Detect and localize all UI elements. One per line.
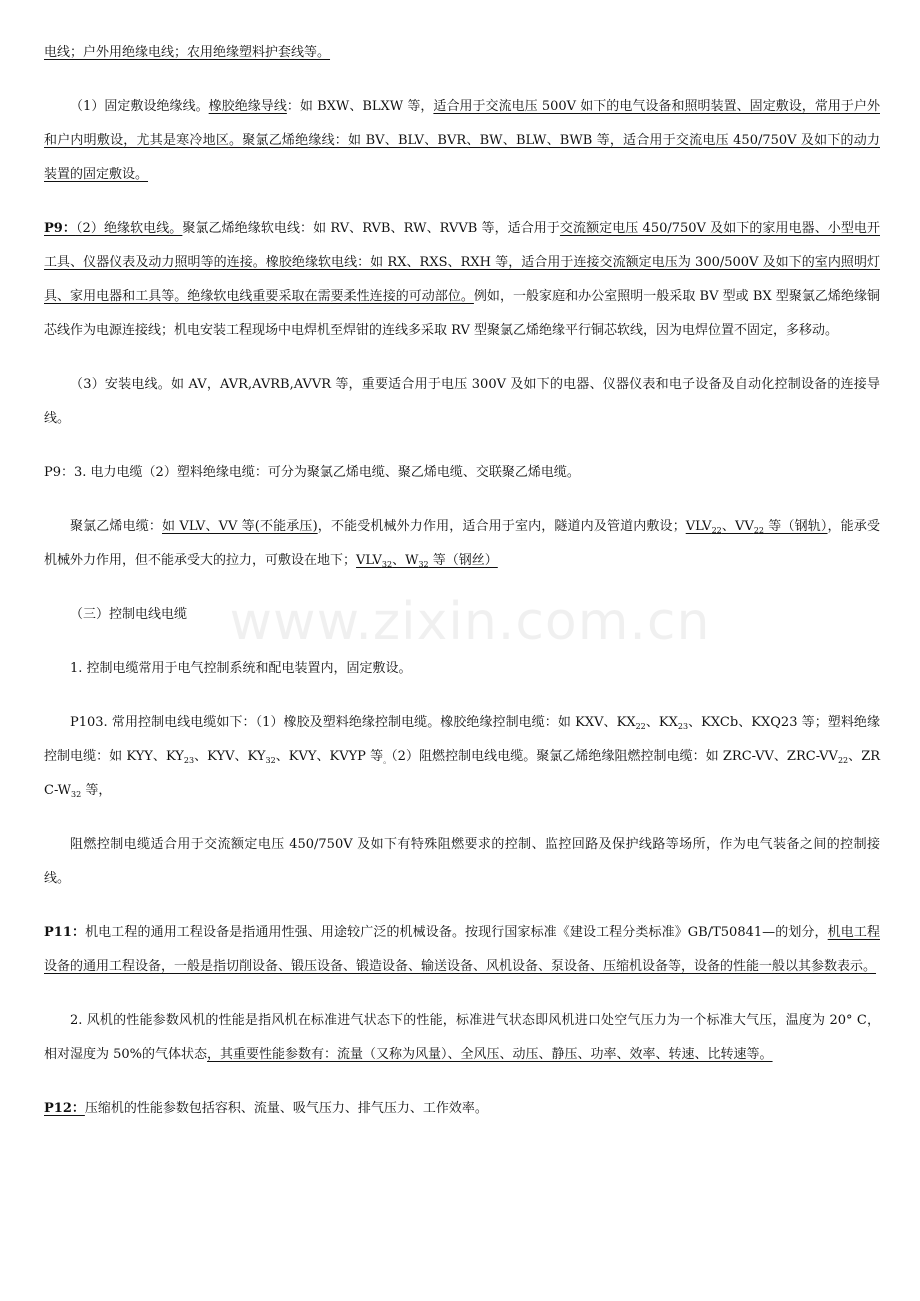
subscript: 23 <box>677 722 689 731</box>
text-run: 阻燃控制电缆适合用于交流额定电压 450/750V 及如下有特殊阻燃要求的控制、监控回路及保护线路等场所，作为电气装备之间的控制接线。 <box>44 837 880 886</box>
text-run-underlined: 适合用于交流电压 500V 如下的电气设备和照明装置、固定敷设，常用于户外和户内明敷设，尤其是寒冷地区。聚氯乙烯绝缘线：如 BV、BLV、BVR、BW、BLW、BWB 等，适合用于交流电压 450/750V 及如下的动力装置的固定敷设。 <box>44 99 880 182</box>
text-run: 2. 风机的性能参数风机的性能是指风机在标准进气状态下的性能，标准进气状态即风机进口处空气压力为一个标准大气压，温度为 20° C，相对湿度为 50%的气体状态 <box>44 1013 880 1062</box>
text-run: （1）固定敷设绝缘线。 <box>70 99 209 114</box>
subscript: 23 <box>183 756 195 765</box>
subscript: 。 <box>383 756 392 765</box>
subscript: 22 <box>635 722 646 731</box>
subscript: 32 <box>381 560 393 569</box>
paragraph-2 <box>44 90 880 192</box>
text-run: 等（钢丝） <box>428 553 498 568</box>
text-run: P103. 常用控制电线电缆如下：（1）橡胶及塑料绝缘控制电缆。橡胶绝缘控制电缆：如 KXV、KX <box>70 715 636 730</box>
section-heading: （三）控制电线电缆 <box>70 607 188 622</box>
text-run-underlined: 机电工程设备的通用工程设备，一般是指切削设备、锻压设备、锻造设备、输送设备、风机设备、泵设备、压缩机设备等，设备的性能一般以其参数表示。 <box>44 925 880 974</box>
text-run: 聚氯乙烯电缆： <box>70 519 163 534</box>
text-run: ，能承受机械外力作用，但不能承受大的拉力，可敷设在地下； <box>44 519 880 568</box>
paragraph-1 <box>44 36 880 70</box>
paragraph-4 <box>44 368 880 436</box>
text-run: 机电工程的通用工程设备是指通用性强、用途较广泛的机械设备。按现行国家标准《建设工程分类标准》GB/T50841—的划分， <box>85 925 828 940</box>
text-run: 、VV <box>721 519 754 534</box>
text-run-underlined: 如 VLV、VV 等(不能承压) <box>162 519 318 534</box>
text-run-underlined: （2）绝缘软电线。 <box>75 221 183 236</box>
text-run: （2）阻燃控制电线电缆。聚氯乙烯绝缘阻燃控制电缆：如 ZRC-VV、ZRC-VV <box>391 749 838 764</box>
subscript: 22 <box>711 526 722 535</box>
text-run: ，不能受机械外力作用，适合用于室内，隧道内及管道内敷设； <box>317 519 686 534</box>
text-run-underlined: 橡胶绝缘导线 <box>208 99 287 114</box>
subscript: 22 <box>837 756 849 765</box>
text-run: 等， <box>81 783 112 798</box>
text-run: ：如 BXW、BLXW 等， <box>286 99 434 114</box>
paragraph-5 <box>44 456 880 490</box>
text-run: （3）安装电线。如 AV，AVR,AVRB,AVVR 等，重要适合用于电压 300V 及如下的电器、仪器仪表和电子设备及自动化控制设备的连接导线。 <box>44 377 880 426</box>
paragraph-3 <box>44 212 880 348</box>
text-run: 、KYV、KY <box>194 749 266 764</box>
document-page <box>44 36 880 1126</box>
text-run: 、KX <box>645 715 678 730</box>
text-run: 、ZRC-W <box>44 749 881 798</box>
text-run: VLV <box>356 553 382 568</box>
paragraph-8 <box>44 652 880 686</box>
subscript: 32 <box>265 756 276 765</box>
paragraph-10 <box>44 828 880 896</box>
page-ref: P12： <box>44 1101 85 1116</box>
text-run: 、W <box>392 553 419 568</box>
text-run: 、KXCb、KXQ23 等；塑料绝缘控制电缆：如 KYY、KY <box>44 715 880 764</box>
text-run: 例如，一般家庭和办公室照明一般采取 BV 型或 BX 型聚氯乙烯绝缘铜芯线作为电源连接线；机电安装工程现场中电焊机至焊钳的连线多采取 RV 型聚氯乙烯绝缘平行铜芯软线，因为电焊位置不固定，多移动。 <box>44 289 880 338</box>
text-run: 、KVY、KVYP 等 <box>275 749 384 764</box>
page-ref: P9： <box>44 221 76 236</box>
text-run-underlined: 交流额定电压 450/750V 及如下的家用电器、小型电开工具、仪器仪表及动力照明等的连接。橡胶绝缘软电线：如 RX、RXS、RXH 等，适合用于连接交流额定电压为 300/500V 及如下的室内照明灯具、家用电器和工具等。绝缘软电线重要采取在需要柔性连接的可动部位。 <box>44 221 880 304</box>
text-run: 1. 控制电缆常用于电气控制系统和配电装置内，固定敷设。 <box>70 661 412 676</box>
text-run: 电线；户外用绝缘电线；农用绝缘塑料护套线等。 <box>44 45 331 60</box>
paragraph-11 <box>44 916 880 984</box>
text-run-underlined <box>686 519 828 534</box>
text-run: VLV <box>685 519 712 534</box>
text-run: 聚氯乙烯绝缘软电线：如 RV、RVB、RW、RVVB 等，适合用于 <box>182 221 560 236</box>
text-run: P9：3. 电力电缆（2）塑料绝缘电缆：可分为聚氯乙烯电缆、聚乙烯电缆、交联聚乙烯电缆。 <box>44 465 580 480</box>
page-ref: P11： <box>44 925 86 940</box>
text-run: 压缩机的性能参数包括容积、流量、吸气压力、排气压力、工作效率。 <box>84 1101 488 1116</box>
subscript: 22 <box>753 526 765 535</box>
paragraph-9 <box>44 706 880 808</box>
paragraph-12 <box>44 1004 880 1072</box>
watermark: www.zixin.com.cn <box>229 592 711 652</box>
paragraph-13 <box>44 1092 880 1126</box>
paragraph-7 <box>44 598 880 632</box>
paragraph-6 <box>44 510 880 578</box>
text-run-underlined <box>356 553 498 568</box>
text-run: 等（钢轨） <box>764 519 828 534</box>
text-run-underlined: ，其重要性能参数有：流量（又称为风量）、全风压、动压、静压、功率、效率、转速、比转速等。 <box>207 1047 773 1062</box>
subscript: 32 <box>71 790 82 799</box>
subscript: 32 <box>418 560 429 569</box>
